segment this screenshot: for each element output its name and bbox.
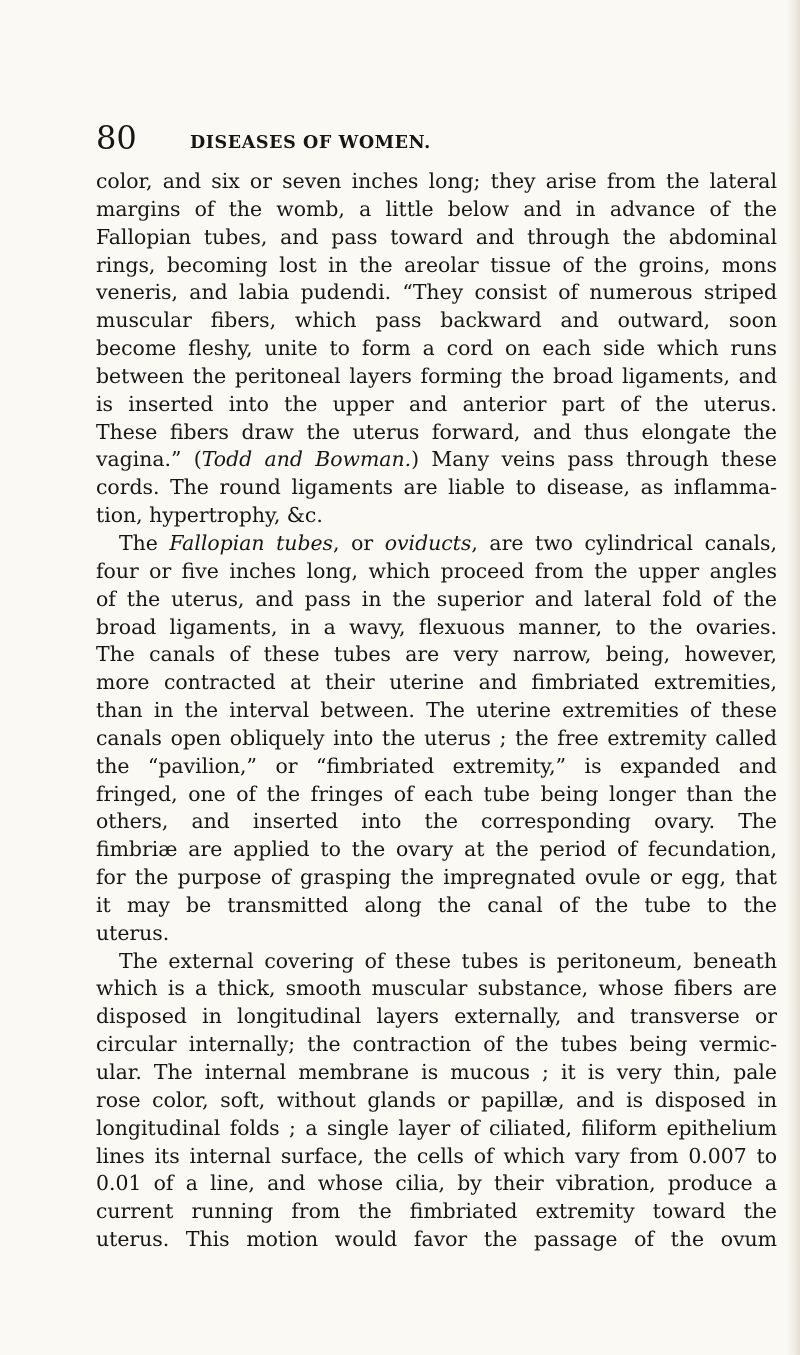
text-line [96,502,777,530]
text-line [96,614,777,642]
text-segment: ) Many veins pass through these [411,447,777,472]
page-header [96,118,716,158]
text-segment: fringed, one of the fringes of each tube being longer than the [96,781,777,806]
text-segment: the “pavilion,” or “fimbriated extremity,” is expanded and [96,753,777,778]
text-line [96,697,777,725]
text-segment: than in the interval between. The uterine extremities of these [96,698,777,723]
italic-text: Fallopian tubes [169,530,334,555]
text-line [96,1059,777,1087]
text-line [96,1170,777,1198]
body-text [96,168,777,1254]
text-segment: canals open obliquely into the uterus ; the free extremity called [96,725,777,750]
text-segment: Fallopian tubes, and pass toward and through the abdominal [96,224,777,249]
text-segment: fimbriæ are applied to the ovary at the period of fecundation, [96,837,777,862]
text-line [96,920,777,948]
text-line [96,864,777,892]
text-segment: , or [333,530,385,555]
text-line [96,892,777,920]
italic-text: oviducts [384,530,472,555]
text-line [96,252,777,280]
text-segment: , are two cylindrical canals, [471,530,777,555]
text-line [96,196,777,224]
text-line [96,419,777,447]
text-segment: between the peritoneal layers forming the broad ligaments, and [96,363,777,388]
text-segment: ular. The internal membrane is mucous ; it is very thin, pale [96,1060,777,1084]
text-segment: others, and inserted into the corresponding ovary. The [96,809,777,834]
text-line [96,363,777,391]
page-number: 80 [96,119,137,157]
text-segment: circular internally; the contraction of the tubes being vermic- [96,1032,777,1057]
text-segment: cords. The round ligaments are liable to disease, as inflamma- [96,475,777,500]
text-segment: muscular fibers, which pass backward and outward, soon [96,308,777,333]
text-segment: The canals of these tubes are very narrow, being, however, [96,642,777,667]
text-line [96,1115,777,1143]
text-line [96,474,777,502]
text-segment: is inserted into the upper and anterior part of the uterus. [96,391,777,416]
text-line [96,446,777,474]
text-segment: broad ligaments, in a wavy, flexuous manner, to the ovaries. [96,614,777,639]
text-line [96,1226,777,1254]
page-edge [786,0,800,1355]
text-segment: lines its internal surface, the cells of which vary from 0.007 to [96,1143,777,1168]
text-segment: become fleshy, unite to form a cord on each side which runs [96,336,777,361]
text-segment: The external covering of these tubes is peritoneum, beneath [119,948,777,973]
text-line [96,530,777,558]
text-line [96,836,777,864]
italic-text: Todd and Bowman. [201,447,412,472]
text-line [96,641,777,669]
text-line [96,1087,777,1115]
text-segment: more contracted at their uterine and fimbriated extremities, [96,670,777,695]
text-segment: rose color, soft, without glands or papillæ, and is disposed in [96,1087,777,1112]
text-segment: disposed in longitudinal layers externally, and transverse or [96,1004,777,1029]
text-segment: The [119,530,170,555]
text-segment: uterus. This motion would favor the passage of the ovum [96,1227,777,1252]
text-line [96,725,777,753]
running-head: DISEASES OF WOMEN. [190,133,431,153]
text-line [96,948,777,976]
text-segment: current running from the fimbriated extremity toward the [96,1199,777,1224]
text-line [96,307,777,335]
text-line [96,586,777,614]
text-line [96,1003,777,1031]
text-line [96,1031,777,1059]
text-segment: longitudinal folds ; a single layer of ciliated, filiform epithelium [96,1115,777,1140]
text-line [96,224,777,252]
text-line [96,781,777,809]
text-line [96,279,777,307]
text-segment: it may be transmitted along the canal of the tube to the [96,892,777,917]
text-line [96,1198,777,1226]
text-segment: color, and six or seven inches long; they arise from the lateral [96,169,777,193]
text-line [96,975,777,1003]
text-segment: veneris, and labia pudendi. “They consist of numerous striped [96,280,777,305]
text-line [96,753,777,781]
text-segment: which is a thick, smooth muscular substance, whose fibers are [96,976,777,1001]
text-segment: These fibers draw the uterus forward, and thus elongate the [96,419,777,444]
text-segment: rings, becoming lost in the areolar tissue of the groins, mons [96,252,777,277]
text-segment: four or five inches long, which proceed from the upper angles [96,558,777,583]
text-line [96,335,777,363]
text-segment: of the uterus, and pass in the superior and lateral fold of the [96,586,777,611]
text-segment: uterus. [96,920,170,945]
text-segment: vagina.” ( [96,447,202,472]
text-line [96,168,777,196]
text-line [96,558,777,586]
text-line [96,808,777,836]
text-line [96,1143,777,1171]
text-line [96,391,777,419]
text-segment: 0.01 of a line, and whose cilia, by their vibration, produce a [96,1171,777,1196]
text-segment: tion, hypertrophy, &c. [96,503,323,528]
text-segment: margins of the womb, a little below and in advance of the [96,196,777,221]
text-line [96,669,777,697]
text-segment: for the purpose of grasping the impregnated ovule or egg, that [96,865,777,890]
